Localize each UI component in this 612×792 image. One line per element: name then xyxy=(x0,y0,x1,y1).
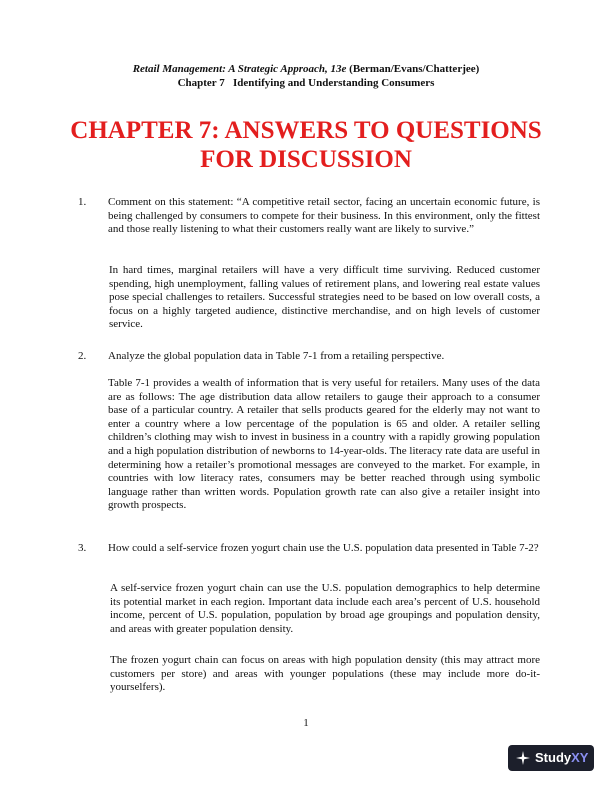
book-title: Retail Management: A Strategic Approach, 13e xyxy=(132,63,347,75)
book-authors: (Berman/Evans/Chatterjee) xyxy=(346,63,480,75)
answer-paragraph: Table 7-1 provides a wealth of information that is very useful for retailers. Many uses of the data are as follows: The age distribution data allow retailers to gauge their approach to a consumer base of a particular country. A retailer that sells products geared for the elderly may not want to enter a country where a low percentage of the population is 65 and older. A retailer selling children’s clothing may wish to invest in business in a country with a rapidly growing population and a high population distribution of newborns to 14-year-olds. The literacy rate data are useful in determining how a retailer’s promotional messages are conveyed to the market. For example, in countries with low literacy rates, consumers may be better reached through using symbolic language rather than written words. Population growth rate can also give a retailer insight into growth prospects. xyxy=(108,377,540,512)
studyxy-badge[interactable] xyxy=(508,745,594,771)
answer-paragraph: In hard times, marginal retailers will have a very difficult time surviving. Reduced customer spending, high unemployment, falling values of retirement plans, and lowering real estate values pose special challenges to retailers. Successful strategies need to be based on low overall costs, a focus on a highly targeted audience, distinctive merchandise, and on high levels of customer service. xyxy=(109,264,540,331)
page-title-line-2: FOR DISCUSSION xyxy=(200,146,412,173)
running-header-title xyxy=(0,63,612,76)
page-number: 1 xyxy=(303,717,309,729)
badge-brand xyxy=(535,745,588,771)
badge-brand-suffix: XY xyxy=(571,750,589,765)
question-number: 3. xyxy=(78,542,87,554)
question-text: Analyze the global population data in Table 7-1 from a retailing perspective. xyxy=(108,350,445,362)
question-number: 2. xyxy=(78,350,87,362)
badge-brand-main: Study xyxy=(535,750,572,765)
answer-paragraph: The frozen yogurt chain can focus on areas with high population density (this may attract more customers per store) and areas with younger populations (these may include more do-it-yourselfers). xyxy=(110,654,540,694)
question-number: 1. xyxy=(78,196,87,208)
page-title-line-1: CHAPTER 7: ANSWERS TO QUESTIONS xyxy=(70,117,542,144)
page-title xyxy=(0,116,612,174)
question-text: How could a self-service frozen yogurt chain use the U.S. population data presented in Table 7-2? xyxy=(108,542,539,554)
question-text: Comment on this statement: “A competitive retail sector, facing an uncertain economic future, is being challenged by consumers to compete for their business. In this environment, only the fittest and those really listening to what their customers really want are likely to survive.” xyxy=(108,196,540,236)
running-header-chapter: Chapter 7 Identifying and Understanding Consumers xyxy=(177,77,435,89)
plus-sparkle-icon xyxy=(515,745,531,771)
answer-paragraph: A self-service frozen yogurt chain can use the U.S. population demographics to help determine its potential market in each region. Important data include each area’s percent of U.S. household income, percent of U.S. population, population by broad age groupings and population density, and areas with greater population density. xyxy=(110,582,540,635)
